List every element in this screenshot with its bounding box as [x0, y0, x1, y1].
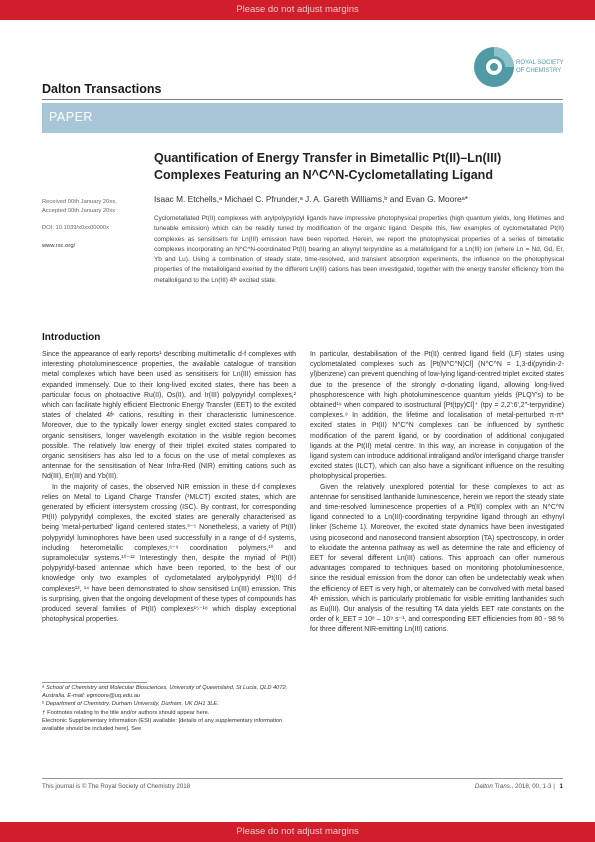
abstract: Cyclometallated Pt(II) complexes with arylpolypyridyl ligands have impressive photophysical properties (high quantum yields, long lifetimes and tuneable emission) which can be readily tuned by modification of the organic ligand. Despite this, few examples of cyclometallated Pt(II) complexes as sensitisers for Ln(III) emission have been reported. Herein, we report the photophysical properties of a series of bimetallic complexes incorporating an N^C^N-coordinated Pt(II) bearing an alkynyl terpyridine as a metalloligand for a Ln(III) ion (where Ln = Nd, Gd, Er, Yb and Lu). Using a combination of steady state, time-resolved, and transient absorption experiments, the influence on the photophysical properties of the metalloligand exerted by the different Ln(III) cations has been investigated, together with the energy transfer efficiency from the metalloligand to the Ln(III) 4fⁿ excited state.: [154, 215, 564, 284]
left-paragraph: Since the appearance of early reports¹ describing multimetallic d-f complexes with interesting photoluminescence properties, the available catalogue of transition metal complexes which have been used as sensitisers for Ln(III) emission has expanded immensely. Due to their long-lived excited states, there has been a particular focus on photoactive Ru(II), Os(II), and Ir(III) polypyridyl complexes,² which can facilitate highly efficient Electronic Energy Transfer (EET) to the excited states of chelated 4fⁿ cations, resulting in their characteristic luminescence. Moreover, due to the typically lower energy singlet excited states compared to organic sensitisers, longer wavelength excitation in the visible region becomes possible. The relatively low energy of their triplet excited states compared to organic sensitisers has also led to a focus on the use of metal complexes as antennae for the sensitisation of Near Infra-Red (NIR) emitting cations such as Nd(III), Er(III) and Yb(III).: [42, 351, 296, 481]
title-line-2: Complexes Featuring an N^C^N-Cyclometallating Ligand: [154, 168, 493, 182]
footnotes: [42, 684, 296, 733]
right-paragraph: Given the relatively unexplored potential for these complexes to act as antennae for sensitised lanthanide luminescence, herein we report the steady state and time-resolved luminescence properties of a Pt(II) complex with an N^C^N ligand connected to a Ln(III)-coordinating terpyridine ligand through an ethynyl linker (Scheme 1). Moreover, the excited state dynamics have been investigated using picosecond and nanosecond transient absorption (TA) spectroscopy, in order to elucidate the antenna pathway as well as determine the rate and efficiency of EET for several different Ln(III) cations. This approach can offer numerous advantages compared to techniques based on monitoring photoluminescence, since the residual emission from the donor can often be undetectably weak when the efficiency of EET is very high, or alternately can be convolved with metal based 4fⁿ emission, which is particularly problematic for visible emitting lanthanides such as Eu(III). Our analysis of the resulting TA data yields EET rate constants on the order of k_EET = 10⁸ – 10⁹ s⁻¹, and corresponding EET efficiencies from 80 - 98 % for three different NIR-emitting Ln(III) cations.: [310, 483, 564, 634]
left-column: [42, 350, 296, 625]
footnote-b: ᵇ Department of Chemistry, Durham University, Durham, UK DH1 3LE.: [42, 701, 219, 708]
footnote-rule: [42, 682, 147, 683]
logo-line1: ROYAL SOCIETY: [516, 60, 564, 66]
received-dates: [42, 198, 117, 216]
footer-rule: [42, 778, 563, 779]
right-paragraph: In particular, destabilisation of the Pt(II) centred ligand field (LF) states using cyclometalated complexes such as [Pt(N^C^N)Cl] (N^C^N = 1,3-di(pyridin-2-yl)benzene) can prevent quenching of low-lying ligand-centred triplet excited states due to the presence of the strongly σ-donating ligand, allowing long-lived phosphorescence with high photoluminescence quantum yields (PLQY's) to be obtained¹⁹ when compared to isostructural [Pt(tpy)Cl]⁺ (tpy = 2,2':6',2''-terpyridine) complexes.⁹ In addition, the lifetime and localisation of metal-perturbed π-π* excited states in Pt(II) N^C^N complexes can be influenced by synthetic modification of the parent ligand, or by coordination of additional conjugated ligands at the Pt(II) metal centre. In this way, an increase in conjugation of the ligand system can introduce additional intraligand and/or interligand charge transfer excited states (ILCT), which can also have a significant influence on the resulting photophysical properties.: [310, 351, 564, 481]
title-line-1: Quantification of Energy Transfer in Bimetallic Pt(II)–Ln(III): [154, 151, 502, 165]
website-link[interactable]: www.rsc.org/: [42, 243, 76, 249]
logo-line2: OF CHEMISTRY: [516, 68, 562, 74]
received-date: Received 00th January 20xx,: [42, 199, 117, 205]
header-rule: [42, 99, 563, 100]
footnote-dagger: † Footnotes relating to the title and/or authors should appear here.: [42, 709, 210, 716]
intro-heading: Introduction: [42, 332, 101, 343]
journal-name: Dalton Transactions: [42, 82, 162, 96]
section-band-label: PAPER: [49, 110, 93, 124]
section-band: [42, 103, 563, 133]
footnote-esi: Electronic Supplementary Information (ESI) available: [details of any supplementary information available should be included here]. See: [42, 717, 283, 733]
footnote-a: ᵃ School of Chemistry and Molecular Biosciences, University of Queensland, St Lucia, QLD 4072, Australia. E-mail: egmoore@uq.edu.au: [42, 685, 288, 700]
margin-notice-bottom: Please do not adjust margins: [0, 822, 595, 842]
footer-copyright: This journal is © The Royal Society of Chemistry 2018: [42, 783, 191, 790]
margin-notice-top: Please do not adjust margins: [0, 0, 595, 20]
left-paragraph: In the majority of cases, the observed NIR emission in these d-f complexes relies on Metal to Ligand Charge Transfer (³MLCT) excited states, which are generated by efficient intersystem crossing (ISC). By contrast, for corresponding Pt(II) polypyridyl complexes, the excited states are generally characterised as being 'metal-perturbed' ligand centered states.³⁻⁵ Nonetheless, a variety of Pt(II) polypyridyl luminophores have been used successfully in a range of d-f systems, including heterometallic complexes,⁶⁻⁹ coordination polymers,¹⁰ and supramolecular systems.¹⁰⁻¹² Interestingly then, despite the myriad of Pt(II) polypyridyl-based antennae which have been reported, to the best of our knowledge only two examples of cyclometalated arylpolypyridyl Pt(II) d-f complexes¹³, ¹⁴ have been demonstrated to show sensitised Ln(III) emission. This is surprising, given that the ongoing development of these types of compounds has produced several families of Pt(II) complexes¹⁵⁻¹⁸ which display exceptional photophysical properties.: [42, 483, 296, 624]
doi[interactable]: DOI: 10.1039/x0xx00000x: [42, 225, 110, 231]
right-column: [310, 350, 564, 636]
accepted-date: Accepted 00th January 20xx: [42, 208, 116, 214]
rsc-logo: [472, 42, 564, 92]
authors: Isaac M. Etchells,ᵃ Michael C. Pfrunder,ᵃ J. A. Gareth Williams,ᵇ and Evan G. Mooreᵃ*: [154, 194, 468, 204]
article-title: [154, 150, 564, 184]
page-number: 1: [559, 783, 563, 790]
footer-citation: Dalton Trans., 2018, 00, 1-3 | 1: [474, 783, 563, 790]
footer-volume: , 2018, 00, 1-3: [511, 783, 552, 790]
footer-journal: Dalton Trans.: [474, 783, 512, 790]
